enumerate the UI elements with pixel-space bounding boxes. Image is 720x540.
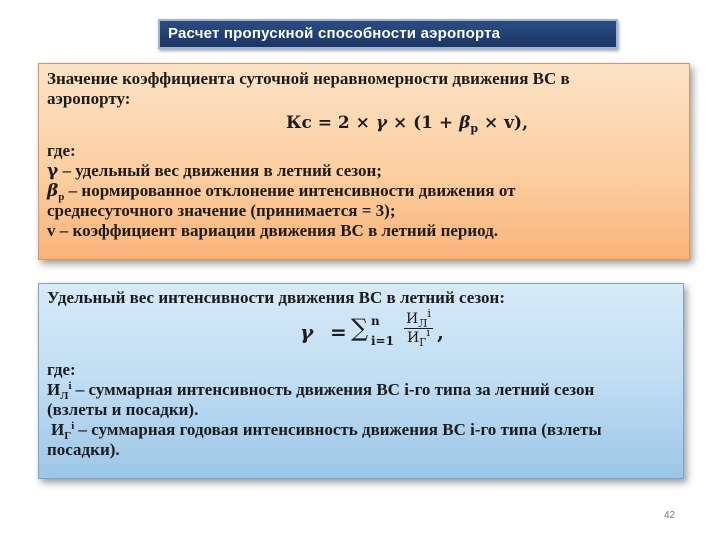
kc-formula bbox=[47, 109, 677, 141]
weight-intro: Удельный вес интенсивности движения ВС в летний сезон: bbox=[47, 288, 506, 307]
kc-rhs-c: × v), bbox=[478, 113, 529, 133]
formula-comma: , bbox=[437, 320, 444, 344]
beta-description-cont: среднесуточного значение (принимается = 3); bbox=[47, 201, 396, 220]
ig-definition bbox=[47, 420, 673, 440]
ig-description: – суммарная годовая интенсивность движения ВС i-го типа (взлеты bbox=[74, 420, 602, 439]
ig-subscript: Г bbox=[64, 430, 72, 442]
gamma-formula bbox=[47, 308, 673, 360]
sum-icon: ∑ bbox=[351, 314, 369, 342]
beta-symbol: β bbox=[47, 181, 59, 201]
coefficient-intro-line1: Значение коэффициента суточной неравномерности движения ВС в bbox=[47, 69, 570, 88]
kc-gamma: γ bbox=[375, 113, 388, 133]
beta-description: – нормированное отклонение интенсивности движения от bbox=[64, 181, 516, 200]
kc-rhs-a: = 2 × bbox=[311, 113, 376, 133]
beta-definition bbox=[47, 181, 677, 201]
sum-upper-limit: n bbox=[371, 314, 380, 328]
where-label-1: где: bbox=[47, 141, 76, 160]
sum-lower-limit: i=1 bbox=[371, 334, 394, 348]
beta-subscript: p bbox=[58, 191, 65, 203]
gamma-description: – удельный вес движения в летний сезон; bbox=[58, 161, 382, 180]
il-subscript: Л bbox=[60, 390, 69, 402]
gamma-symbol: γ bbox=[47, 161, 59, 181]
il-description-cont: (взлеты и посадки). bbox=[47, 400, 199, 419]
il-definition bbox=[47, 380, 673, 400]
sum-limits bbox=[371, 314, 394, 348]
ig-symbol: И bbox=[51, 420, 65, 439]
fraction-denominator: $И_Г^i$ bbox=[406, 326, 430, 349]
page-number: 42 bbox=[664, 510, 676, 521]
where-label-2: где: bbox=[47, 360, 76, 379]
il-superscript: i bbox=[68, 380, 72, 392]
kc-rhs-b: × (1 + bbox=[387, 113, 460, 133]
kc-beta: β bbox=[459, 113, 471, 133]
v-definition: v – коэффициент вариации движения ВС в летний период. bbox=[47, 221, 499, 240]
gamma-definition bbox=[47, 161, 677, 181]
kc-beta-sub: p bbox=[470, 122, 479, 135]
slide-title: Расчет пропускной способности аэропорта bbox=[158, 19, 618, 49]
il-description: – суммарная интенсивность движения ВС i-го типа за летний сезон bbox=[71, 380, 595, 399]
coefficient-intro-line2: аэропорту: bbox=[47, 89, 131, 108]
il-symbol: И bbox=[47, 380, 61, 399]
ig-description-cont: посадки). bbox=[47, 440, 120, 459]
fraction bbox=[404, 307, 433, 349]
fraction-numerator: $И_Л^i$ bbox=[406, 307, 431, 330]
weight-box bbox=[38, 283, 684, 479]
ig-superscript: i bbox=[71, 420, 75, 432]
formula-gamma: γ bbox=[300, 320, 314, 344]
kc-symbol: Кс bbox=[285, 113, 312, 133]
formula-equals: = bbox=[330, 320, 347, 344]
coefficient-box bbox=[38, 63, 690, 260]
